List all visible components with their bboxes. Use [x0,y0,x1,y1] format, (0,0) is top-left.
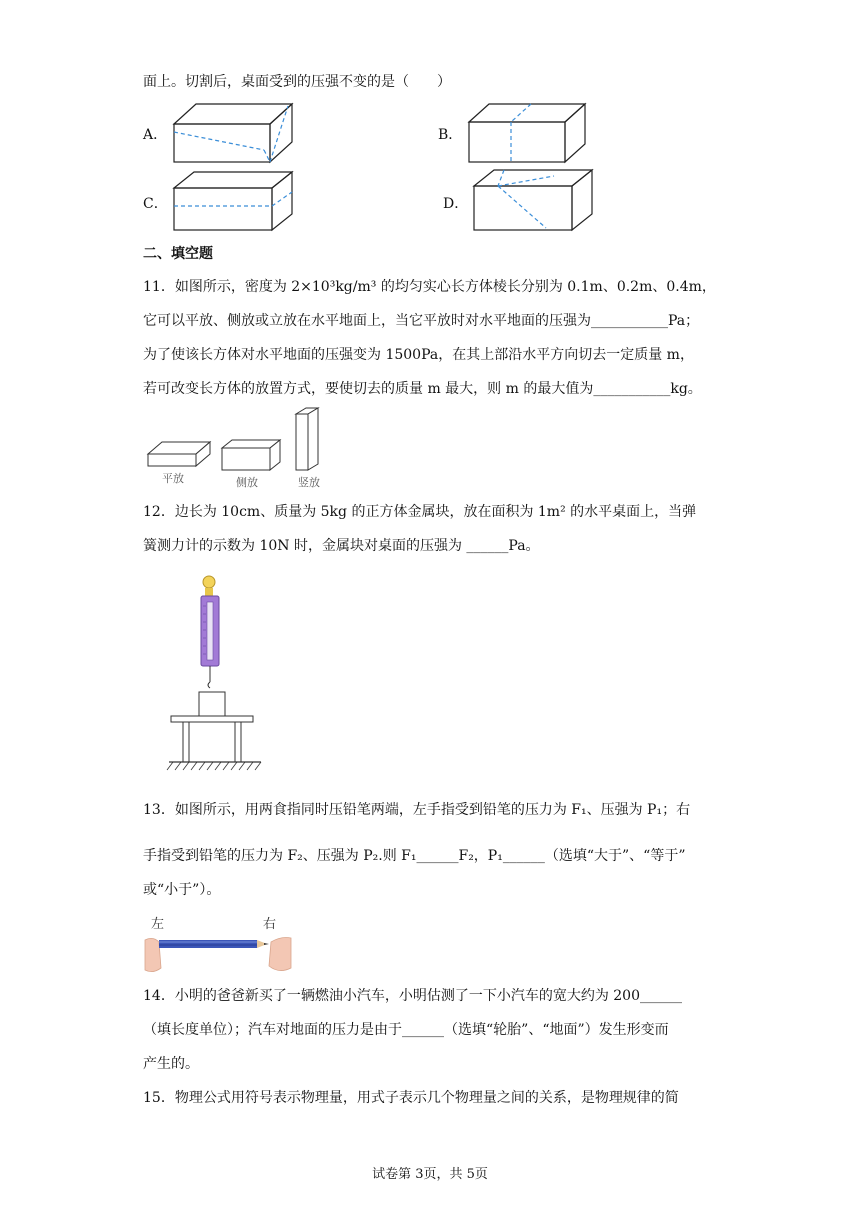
q12-line-1: 12．边长为 10cm、质量为 5kg 的正方体金属块，放在面积为 1m² 的水平桌面上，当弹 [143,504,697,520]
option-a-label: A． [143,127,168,143]
option-d-label: D． [443,196,469,212]
option-a-box-figure [170,102,295,164]
section-heading-fill-in: 二、填空题 [143,246,213,262]
flat-block [148,442,210,466]
q12-spring-scale-figure [165,572,265,776]
hook-icon [203,576,215,588]
q13-line-3: 或“小于”）。 [143,882,221,898]
q11-line-2: 它可以平放、侧放或立放在水平地面上，当它平放时对水平地面的压强为___________Pa； [143,313,700,329]
label-right: 右 [263,917,277,932]
label-left: 左 [151,917,165,932]
side-block [222,440,280,470]
q10-continuation: 面上。切割后，桌面受到的压强不变的是（ ） [143,74,451,90]
label-flat: 平放 [162,472,184,485]
label-upright: 竖放 [298,476,320,489]
option-d-box-figure [470,168,595,234]
q14-line-2: （填长度单位）；汽车对地面的压力是由于______（选填“轮胎”、“地面”）发生形变而 [143,1022,669,1038]
q11-line-3: 为了使该长方体对水平地面的压强变为 1500Pa，在其上部沿水平方向切去一定质量 m， [143,347,694,363]
right-finger-icon [269,938,291,971]
q13-line-2: 手指受到铅笔的压力为 F₂、压强为 P₂.则 F₁______F₂，P₁______（选填“大于”、“等于” [143,848,686,864]
upright-block [296,408,318,470]
q14-line-3: 产生的。 [143,1056,199,1072]
option-b-label: B． [438,127,463,143]
q13-line-1: 13．如图所示，用两食指同时压铅笔两端，左手指受到铅笔的压力为 F₁、压强为 P₁；右 [143,802,691,818]
q13-pencil-figure [143,910,293,976]
option-b-box-figure [465,102,590,164]
q12-line-2: 簧测力计的示数为 10N 时，金属块对桌面的压强为 ______Pa。 [143,538,540,554]
q14-line-1: 14．小明的爸爸新买了一辆燃油小汽车，小明估测了一下小汽车的宽大约为 200______ [143,988,682,1004]
option-c-label: C． [143,196,168,212]
q11-line-1: 11．如图所示，密度为 2×10³kg/m³ 的均匀实心长方体棱长分别为 0.1m、0.2m、0.4m， [143,279,716,295]
page-footer: 试卷第 3页，共 5页 [372,1167,488,1182]
option-c-box-figure [170,170,295,232]
q11-line-4: 若可改变长方体的放置方式，要使切去的质量 m 最大，则 m 的最大值为___________kg。 [143,381,702,397]
label-side: 侧放 [236,476,258,489]
left-finger-icon [145,938,161,971]
q11-placement-figure [140,406,340,492]
q15-line-1: 15．物理公式用符号表示物理量，用式子表示几个物理量之间的关系，是物理规律的简 [143,1090,679,1106]
